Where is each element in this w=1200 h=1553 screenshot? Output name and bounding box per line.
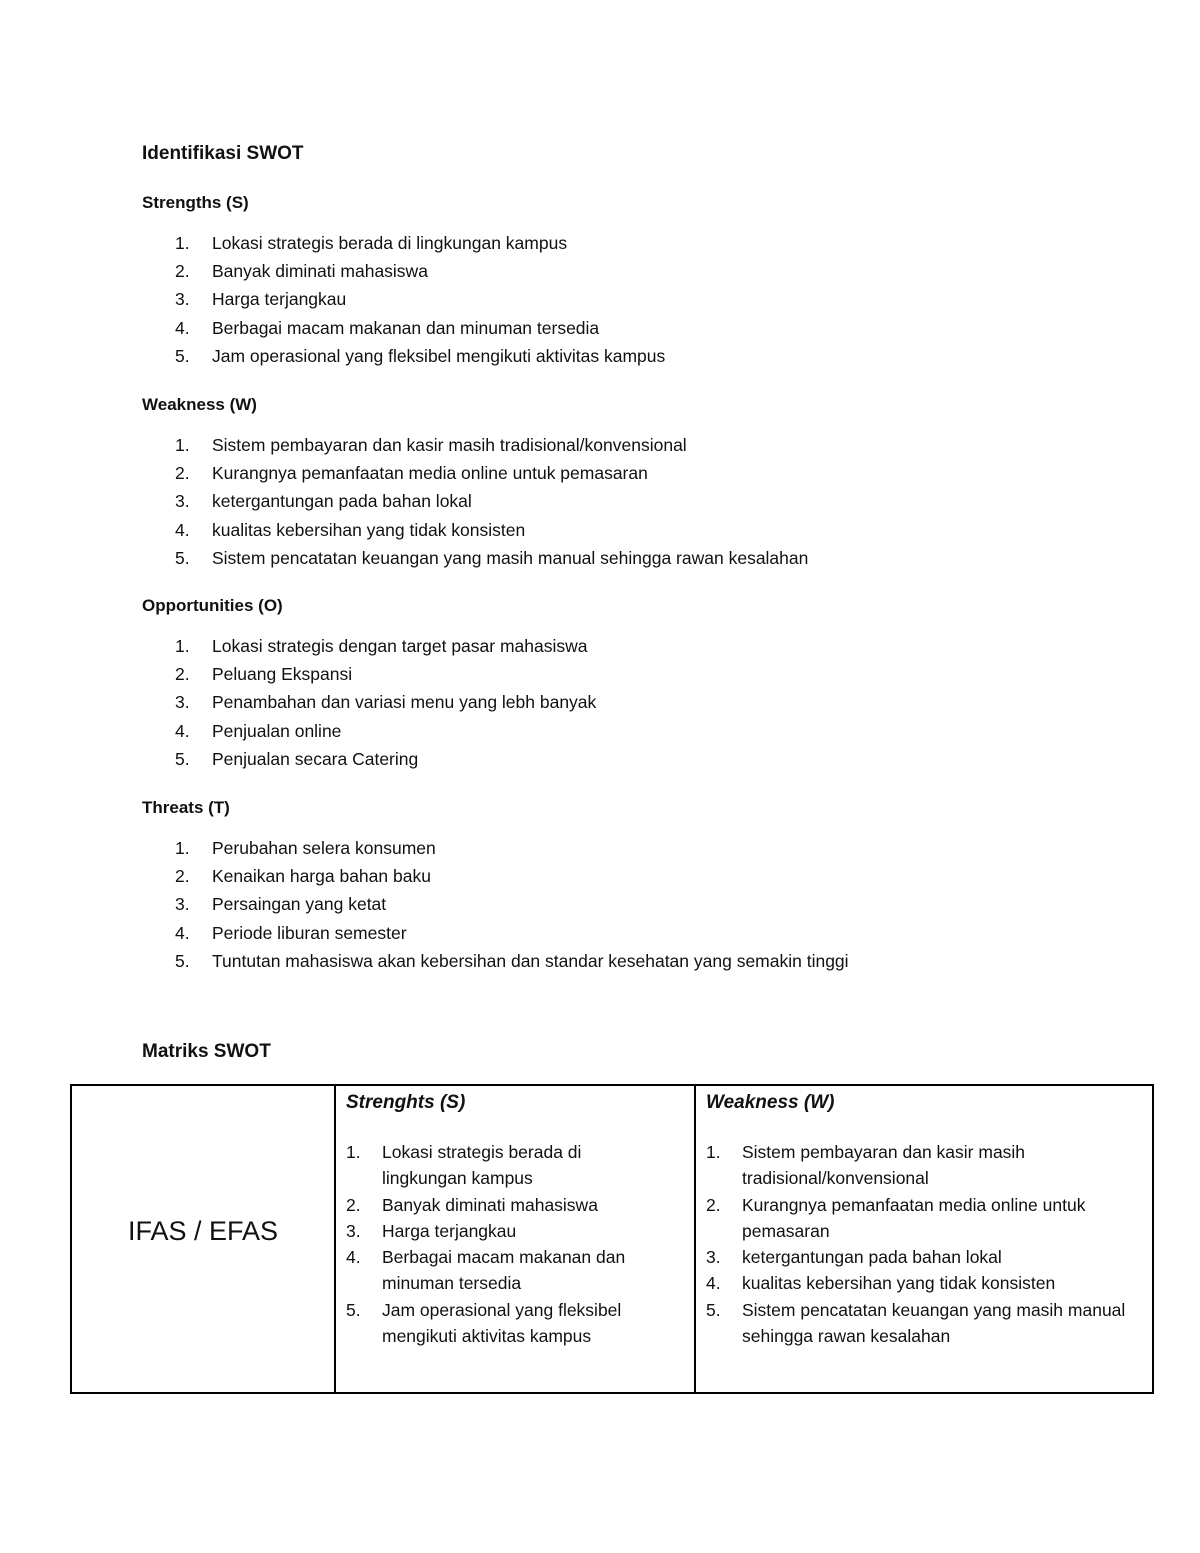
swot-matrix-table: [70, 1084, 1154, 1394]
matrix-strengths-heading: Strenghts (S): [346, 1092, 466, 1113]
opportunities-list: [142, 635, 1122, 776]
matrix-weakness-list: [706, 1139, 1146, 1349]
list-number: 5.: [175, 748, 190, 769]
list-item: [142, 635, 1122, 663]
list-number: 1.: [706, 1142, 721, 1162]
list-item-text: ketergantungan pada bahan lokal: [212, 491, 472, 512]
list-number: 3.: [175, 692, 190, 713]
section-heading-opportunities: Opportunities (O): [142, 596, 283, 615]
list-item-text: kualitas kebersihan yang tidak konsisten: [212, 519, 526, 540]
list-item: [706, 1139, 1146, 1192]
list-item: [346, 1218, 666, 1244]
weakness-list: [142, 434, 1122, 575]
section-heading-weakness: Weakness (W): [142, 395, 257, 414]
list-item: [142, 547, 1122, 575]
list-item-text: Lokasi strategis berada di lingkungan kampus: [382, 1142, 582, 1189]
matrix-strengths-list: [346, 1139, 666, 1349]
list-number: 5.: [175, 547, 190, 568]
list-item-text: Penjualan secara Catering: [212, 748, 419, 769]
list-item-text: Lokasi strategis berada di lingkungan kampus: [212, 233, 568, 253]
list-number: 1.: [175, 838, 190, 858]
threats-list: [142, 837, 1122, 978]
list-item-text: kualitas kebersihan yang tidak konsisten: [742, 1273, 1056, 1294]
list-item-text: Penjualan online: [212, 720, 342, 741]
list-item: [142, 434, 1122, 462]
list-item: [142, 748, 1122, 776]
list-item-text: Sistem pembayaran dan kasir masih tradisional/konvensional: [212, 435, 687, 455]
list-item: [142, 663, 1122, 691]
list-item: [142, 260, 1122, 288]
list-number: 5.: [175, 950, 190, 971]
list-item: [142, 345, 1122, 373]
list-number: 4.: [706, 1273, 721, 1294]
matrix-title: Matriks SWOT: [142, 1041, 271, 1062]
section-heading-strengths: Strengths (S): [142, 193, 249, 212]
list-number: 3.: [346, 1220, 361, 1241]
list-number: 4.: [175, 922, 190, 943]
list-number: 2.: [706, 1194, 721, 1215]
list-number: 5.: [175, 345, 190, 366]
list-number: 3.: [175, 894, 190, 915]
list-number: 2.: [175, 664, 190, 685]
list-number: 2.: [175, 463, 190, 484]
list-number: 1.: [175, 636, 190, 656]
list-item: [142, 865, 1122, 893]
list-number: 4.: [175, 720, 190, 741]
list-number: 4.: [175, 519, 190, 540]
list-item-text: Tuntutan mahasiswa akan kebersihan dan standar kesehatan yang semakin tinggi: [212, 950, 849, 971]
list-item-text: Jam operasional yang fleksibel mengikuti aktivitas kampus: [212, 345, 666, 366]
strengths-list: [142, 232, 1122, 373]
list-item-text: Harga terjangkau: [382, 1220, 517, 1241]
list-item-text: Banyak diminati mahasiswa: [212, 261, 428, 282]
list-item: [142, 720, 1122, 748]
list-item-text: Peluang Ekspansi: [212, 664, 353, 685]
section-threats: [142, 797, 1122, 978]
list-item-text: Kurangnya pemanfaatan media online untuk pemasaran: [742, 1194, 1086, 1241]
list-item: [706, 1297, 1146, 1350]
list-item: [142, 519, 1122, 547]
list-item: [142, 317, 1122, 345]
matrix-weakness-heading: Weakness (W): [706, 1092, 835, 1113]
list-item: [142, 288, 1122, 316]
list-item-text: Persaingan yang ketat: [212, 894, 387, 915]
matrix-corner-cell: [72, 1086, 336, 1392]
list-item-text: Sistem pencatatan keuangan yang masih manual sehingga rawan kesalahan: [212, 547, 809, 568]
doc-title: Identifikasi SWOT: [142, 143, 304, 164]
list-number: 2.: [175, 866, 190, 887]
list-item-text: Jam operasional yang fleksibel mengikuti aktivitas kampus: [382, 1299, 622, 1347]
list-item-text: Berbagai macam makanan dan minuman tersedia: [382, 1247, 626, 1294]
matrix-weakness-cell: [696, 1086, 1152, 1392]
section-strengths: [142, 192, 1122, 373]
list-item: [346, 1192, 666, 1218]
list-number: 5.: [346, 1299, 361, 1320]
list-number: 1.: [175, 435, 190, 455]
list-number: 1.: [346, 1142, 361, 1162]
list-item-text: Harga terjangkau: [212, 289, 347, 310]
list-number: 3.: [175, 289, 190, 310]
list-item-text: Berbagai macam makanan dan minuman tersedia: [212, 317, 600, 338]
list-item: [142, 922, 1122, 950]
list-item: [142, 462, 1122, 490]
list-item-text: Banyak diminati mahasiswa: [382, 1194, 598, 1215]
list-number: 3.: [706, 1247, 721, 1268]
list-item-text: Lokasi strategis dengan target pasar mahasiswa: [212, 636, 588, 656]
list-item-text: Sistem pencatatan keuangan yang masih manual sehingga rawan kesalahan: [742, 1299, 1126, 1347]
list-item: [346, 1244, 666, 1297]
matrix-strengths-cell: [336, 1086, 696, 1392]
list-item-text: Penambahan dan variasi menu yang lebh banyak: [212, 692, 597, 713]
list-number: 2.: [175, 261, 190, 282]
list-item: [142, 490, 1122, 518]
list-item-text: Perubahan selera konsumen: [212, 838, 436, 858]
list-number: 3.: [175, 491, 190, 512]
list-item: [346, 1139, 666, 1192]
list-item-text: ketergantungan pada bahan lokal: [742, 1247, 1002, 1268]
list-number: 5.: [706, 1299, 721, 1320]
list-number: 2.: [346, 1194, 361, 1215]
list-item: [142, 691, 1122, 719]
section-weakness: [142, 394, 1122, 575]
list-number: 1.: [175, 233, 190, 253]
list-item: [706, 1270, 1146, 1296]
list-item-text: Periode liburan semester: [212, 922, 407, 943]
list-number: 4.: [175, 317, 190, 338]
ifas-efas-label: IFAS / EFAS: [127, 1216, 279, 1246]
list-item-text: Kenaikan harga bahan baku: [212, 866, 431, 887]
list-item: [142, 950, 1122, 978]
list-item: [142, 837, 1122, 865]
section-opportunities: [142, 595, 1122, 776]
list-item: [142, 893, 1122, 921]
list-number: 4.: [346, 1247, 361, 1268]
section-heading-threats: Threats (T): [142, 798, 230, 817]
list-item: [706, 1192, 1146, 1245]
list-item: [346, 1297, 666, 1350]
list-item: [142, 232, 1122, 260]
list-item-text: Kurangnya pemanfaatan media online untuk pemasaran: [212, 463, 648, 484]
list-item-text: Sistem pembayaran dan kasir masih tradisional/konvensional: [742, 1142, 1026, 1189]
list-item: [706, 1244, 1146, 1270]
